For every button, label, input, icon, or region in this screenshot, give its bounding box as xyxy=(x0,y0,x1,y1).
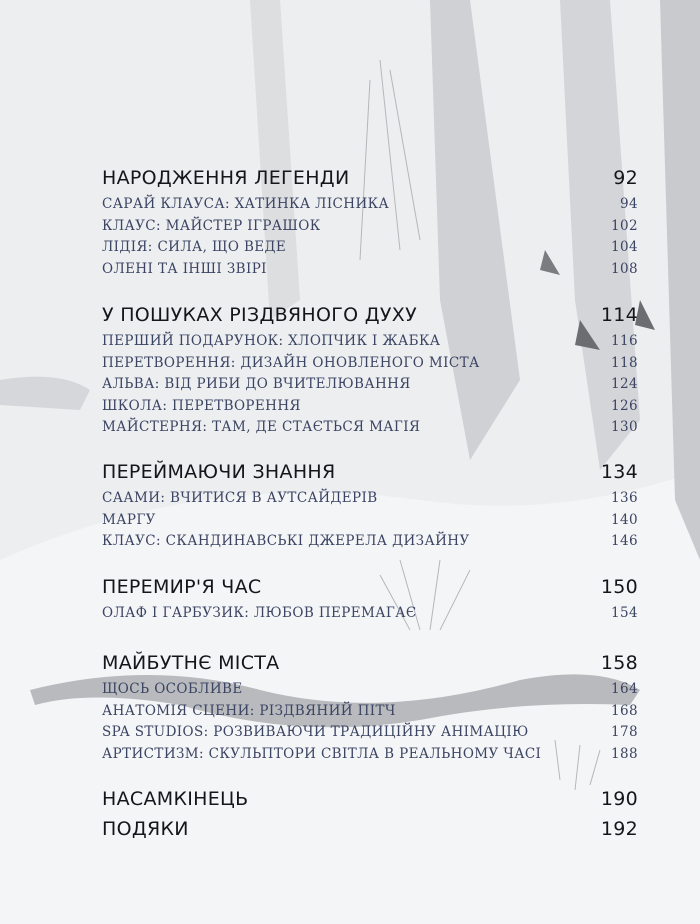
section-page-number: 134 xyxy=(600,461,638,483)
entry-page-number: 140 xyxy=(611,511,638,528)
section-page-number: 192 xyxy=(600,818,638,840)
entry-page-number: 130 xyxy=(611,419,638,435)
entry-title: АЛЬВА: ВІД РИБИ ДО ВЧИТЕЛЮВАННЯ xyxy=(102,376,411,392)
entry-title: МАРГУ xyxy=(102,511,156,528)
entry-page-number: 188 xyxy=(611,745,638,762)
toc-entry[interactable] xyxy=(102,510,638,530)
entry-page-number: 126 xyxy=(611,397,638,414)
entry-page-number: 178 xyxy=(611,724,638,740)
entry-title: МАЙСТЕРНЯ: ТАМ, ДЕ СТАЄТЬСЯ МАГІЯ xyxy=(102,419,421,435)
entry-page-number: 124 xyxy=(611,376,638,392)
toc-entry[interactable] xyxy=(102,259,638,279)
entry-title: САРАЙ КЛАУСА: ХАТИНКА ЛІСНИКА xyxy=(102,196,390,212)
toc-entry[interactable] xyxy=(102,216,638,236)
entry-title: ОЛЕНІ ТА ІНШІ ЗВІРІ xyxy=(102,260,267,277)
toc-entry[interactable] xyxy=(102,374,638,394)
toc-entry[interactable] xyxy=(102,417,638,437)
entry-title: ОЛАФ І ГАРБУЗИК: ЛЮБОВ ПЕРЕМАГАЄ xyxy=(102,605,417,621)
toc-entry[interactable] xyxy=(102,701,638,721)
entry-title: SPA STUDIOS: РОЗВИВАЮЧИ ТРАДИЦІЙНУ АНІМАЦІЮ xyxy=(102,724,529,740)
entry-title: ПЕРЕТВОРЕННЯ: ДИЗАЙН ОНОВЛЕНОГО МІСТА xyxy=(102,354,480,371)
toc-entry[interactable] xyxy=(102,603,638,623)
section-title: ПОДЯКИ xyxy=(102,818,189,840)
toc-entry[interactable] xyxy=(102,331,638,351)
entry-page-number: 168 xyxy=(611,702,638,719)
toc-entry[interactable] xyxy=(102,722,638,742)
section-title: У ПОШУКАХ РІЗДВЯНОГО ДУХУ xyxy=(102,304,417,326)
toc-entry[interactable] xyxy=(102,744,638,764)
entry-page-number: 136 xyxy=(611,490,638,506)
entry-title: АРТИСТИЗМ: СКУЛЬПТОРИ СВІТЛА В РЕАЛЬНОМУ ЧАСІ xyxy=(102,745,542,762)
entry-page-number: 94 xyxy=(620,196,638,212)
toc-entry[interactable] xyxy=(102,353,638,373)
entry-title: ЛІДІЯ: СИЛА, ЩО ВЕДЕ xyxy=(102,239,287,255)
section-title: ПЕРЕЙМАЮЧИ ЗНАННЯ xyxy=(102,461,336,483)
toc-section-3[interactable] xyxy=(102,460,638,484)
section-title: ПЕРЕМИР'Я ЧАС xyxy=(102,576,262,598)
entry-title: КЛАУС: СКАНДИНАВСЬКІ ДЖЕРЕЛА ДИЗАЙНУ xyxy=(102,533,470,549)
toc-entry[interactable] xyxy=(102,679,638,699)
section-page-number: 158 xyxy=(600,652,638,674)
entry-page-number: 146 xyxy=(611,533,638,549)
section-title: НАСАМКІНЕЦЬ xyxy=(102,788,249,810)
toc-entry[interactable] xyxy=(102,237,638,257)
section-page-number: 92 xyxy=(613,167,638,189)
entry-page-number: 102 xyxy=(611,217,638,234)
section-page-number: 114 xyxy=(600,304,638,326)
toc-entry[interactable] xyxy=(102,488,638,508)
toc-section-2[interactable] xyxy=(102,303,638,327)
entry-page-number: 116 xyxy=(611,333,638,349)
toc-section-6[interactable] xyxy=(102,787,638,811)
toc-section-7[interactable] xyxy=(102,817,638,841)
entry-page-number: 118 xyxy=(611,354,638,371)
entry-title: КЛАУС: МАЙСТЕР ІГРАШОК xyxy=(102,217,321,234)
section-page-number: 150 xyxy=(600,576,638,598)
entry-title: ЩОСЬ ОСОБЛИВЕ xyxy=(102,681,243,697)
section-title: МАЙБУТНЄ МІСТА xyxy=(102,652,280,674)
toc-entry[interactable] xyxy=(102,531,638,551)
toc-entry[interactable] xyxy=(102,396,638,416)
entry-page-number: 104 xyxy=(611,239,638,255)
section-page-number: 190 xyxy=(600,788,638,810)
entry-page-number: 108 xyxy=(611,260,638,277)
entry-title: АНАТОМІЯ СЦЕНИ: РІЗДВЯНИЙ ПІТЧ xyxy=(102,702,396,719)
entry-page-number: 164 xyxy=(611,681,638,697)
toc-section-1[interactable] xyxy=(102,166,638,190)
toc-entry[interactable] xyxy=(102,194,638,214)
toc-section-4[interactable] xyxy=(102,575,638,599)
section-title: НАРОДЖЕННЯ ЛЕГЕНДИ xyxy=(102,167,350,189)
entry-title: СААМИ: ВЧИТИСЯ В АУТСАЙДЕРІВ xyxy=(102,490,378,506)
entry-page-number: 154 xyxy=(611,605,638,621)
toc-section-5[interactable] xyxy=(102,651,638,675)
entry-title: ПЕРШИЙ ПОДАРУНОК: ХЛОПЧИК І ЖАБКА xyxy=(102,333,441,349)
entry-title: ШКОЛА: ПЕРЕТВОРЕННЯ xyxy=(102,397,301,414)
